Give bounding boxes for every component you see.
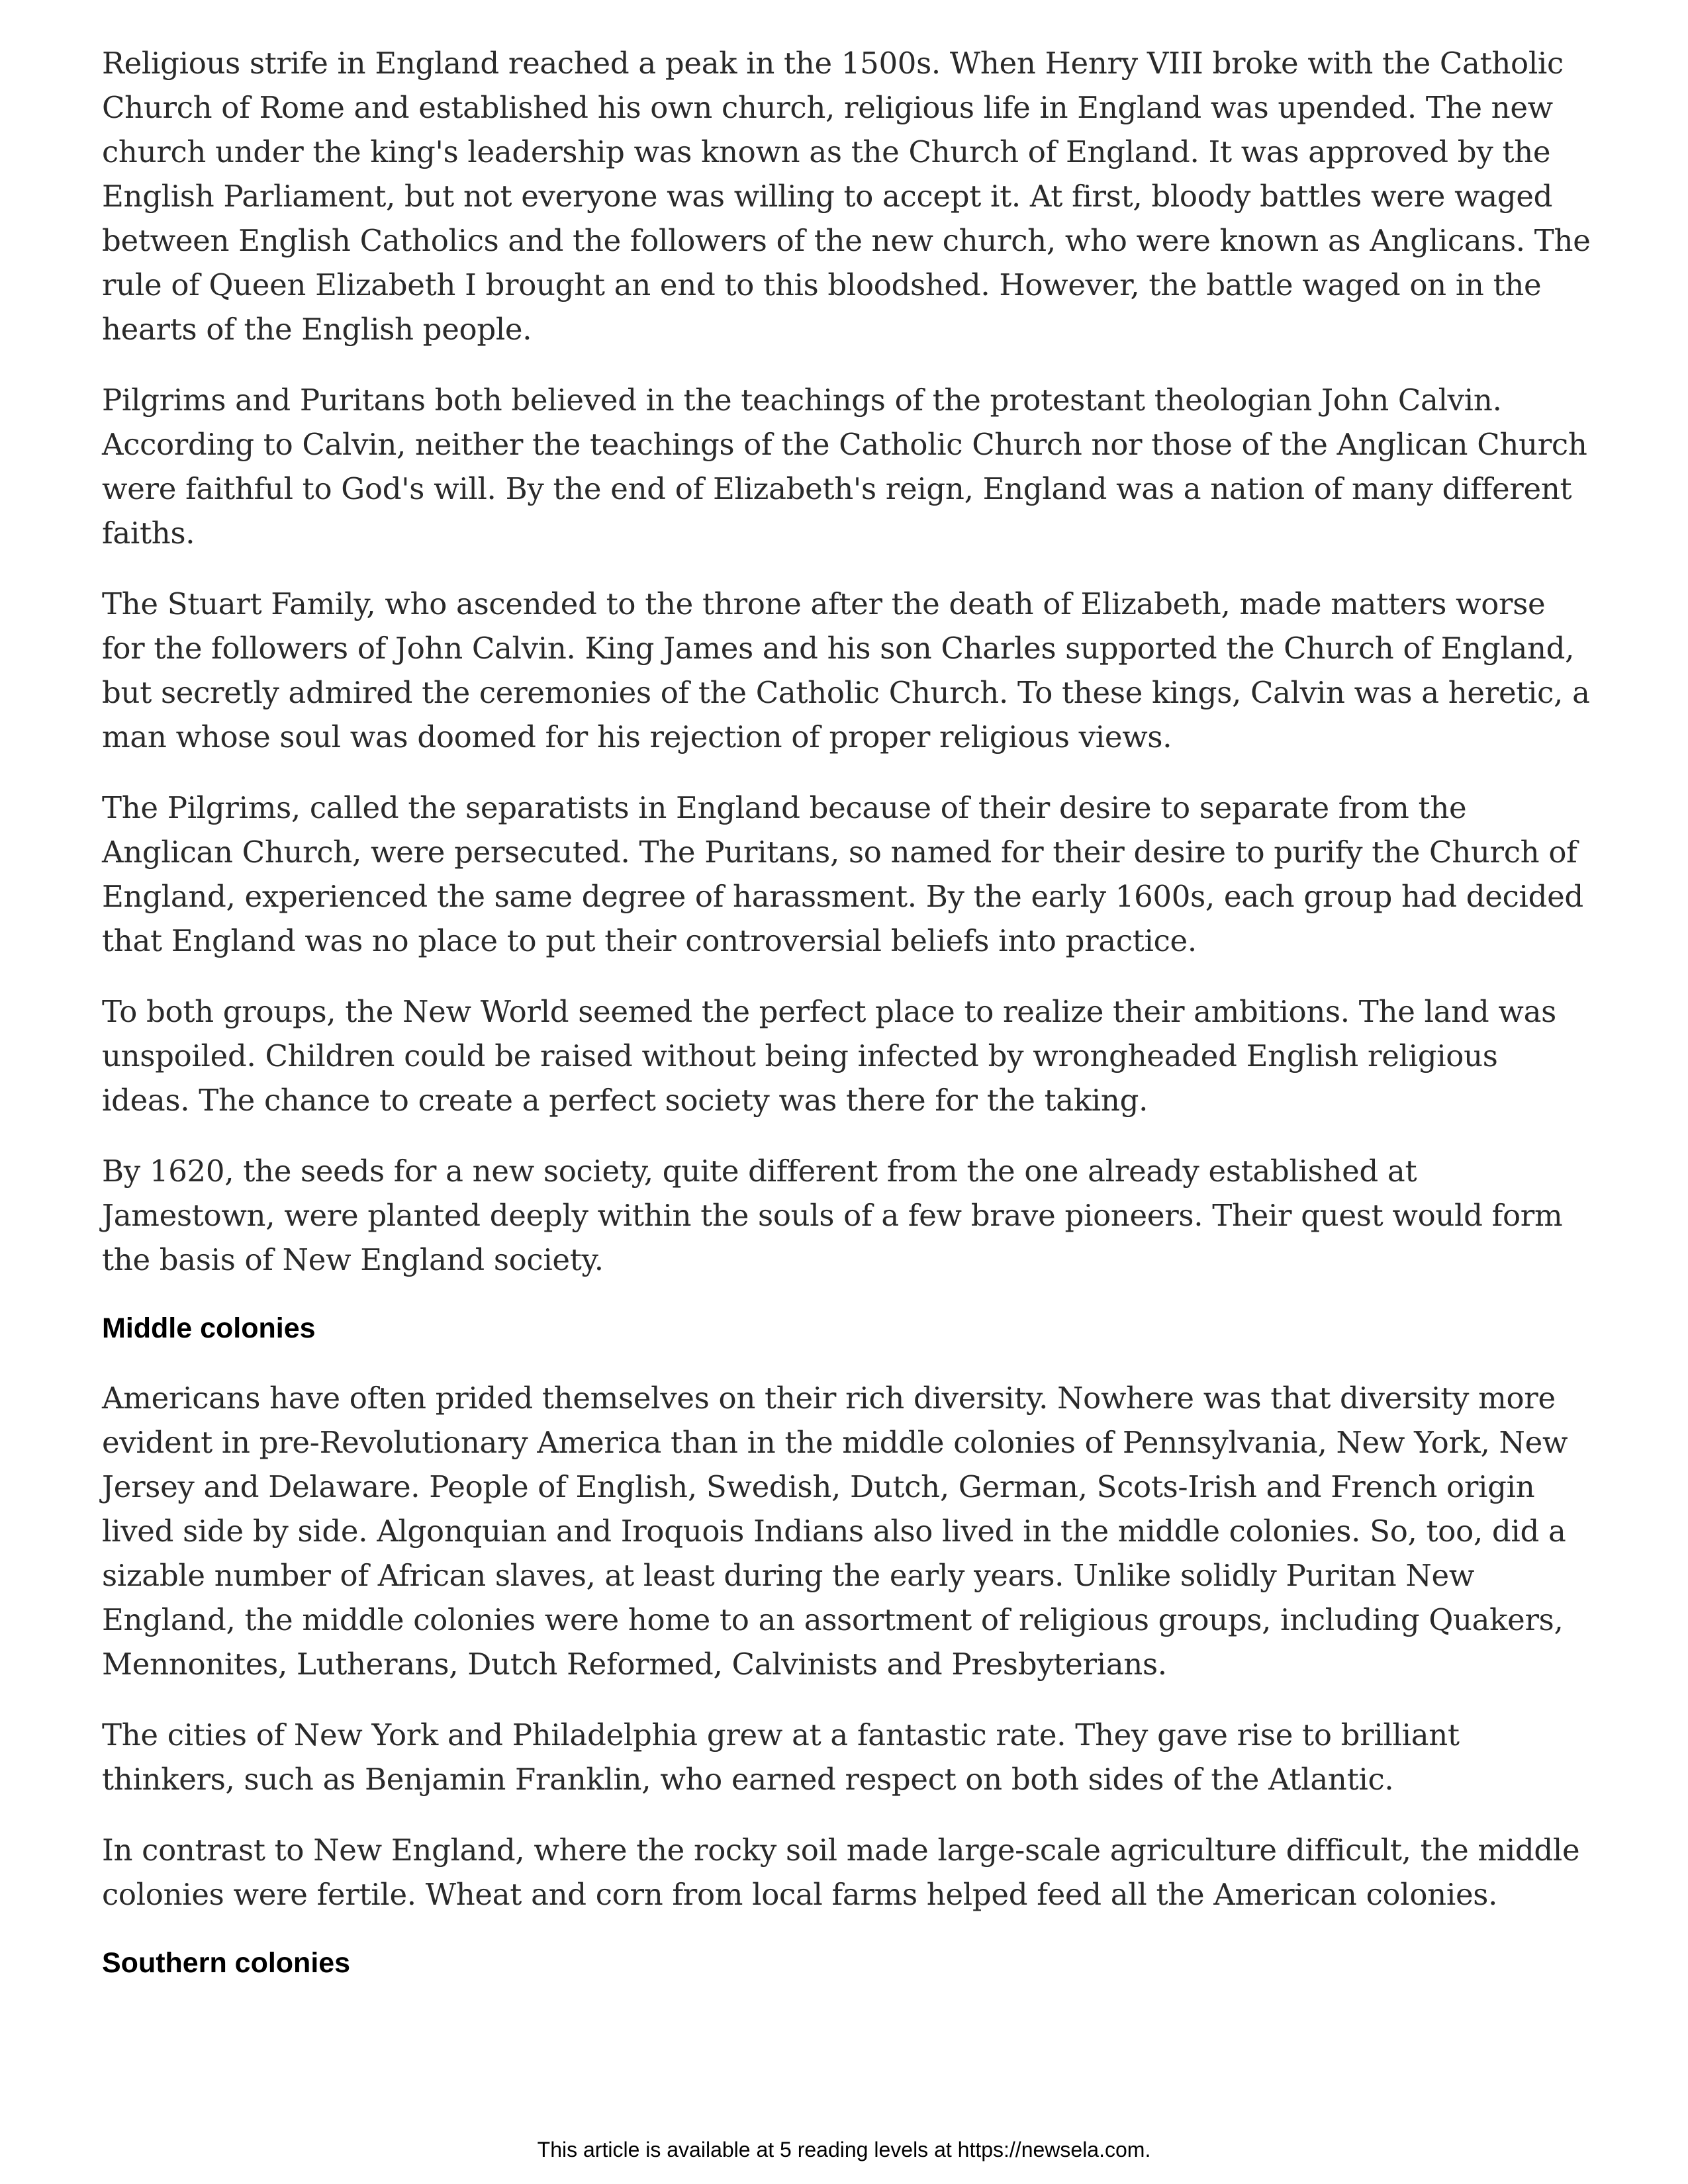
paragraph-persecution: The Pilgrims, called the separatists in England because of their desire to separate from the Anglican Church, were persecuted. The Puritans, so named for their desire to purify the Church of England, experienced the same degree of harassment. By the early 1600s, each group had decided that England was no place to put their controversial beliefs into practice. (102, 790, 1583, 958)
paragraph-diversity: Americans have often prided themselves on their rich diversity. Nowhere was that diversity more evident in pre-Revolutionary America than in the middle colonies of Pennsylvania, New York, New Jersey and Delaware. People of English, Swedish, Dutch, German, Scots-Irish and French origin lived side by side. Algonquian and Iroquois Indians also lived in the middle colonies. So, too, did a sizable number of African slaves, at least during the early years. Unlike solidly Puritan New England, the middle colonies were home to an assortment of religious groups, including Quakers, Mennonites, Lutherans, Dutch Reformed, Calvinists and Presbyterians. (102, 1381, 1568, 1682)
paragraph-pilgrims-puritans: Pilgrims and Puritans both believed in the teachings of the protestant theologian John Calvin. According to Calvin, neither the teachings of the Catholic Church nor those of the Anglican Church were faithful to God's will. By the end of Elizabeth's reign, England was a nation of many different faiths. (102, 383, 1587, 551)
paragraph-agriculture: In contrast to New England, where the rocky soil made large-scale agriculture difficult, the middle colonies were fertile. Wheat and corn from local farms helped feed all the American colonies. (102, 1833, 1580, 1912)
paragraph-1620: By 1620, the seeds for a new society, quite different from the one already established at Jamestown, were planted deeply within the souls of a few brave pioneers. Their quest would form the basis of New England society. (102, 1154, 1563, 1277)
section-heading-southern-colonies: Southern colonies (102, 1947, 351, 1979)
paragraph-new-world: To both groups, the New World seemed the perfect place to realize their ambitions. The land was unspoiled. Children could be raised without being infected by wrongheaded English religious ideas. The chance to create a perfect society was there for the taking. (102, 994, 1556, 1118)
paragraph-religious-strife: Religious strife in England reached a peak in the 1500s. When Henry VIII broke with the Catholic Church of Rome and established his own church, religious life in England was upended. The new church under the king's leadership was known as the Church of England. It was approved by the English Parliament, but not everyone was willing to accept it. At first, bloody battles were waged between English Catholics and the followers of the new church, who were known as Anglicans. The rule of Queen Elizabeth I brought an end to this bloodshed. However, the battle waged on in the hearts of the English people. (102, 46, 1591, 347)
page-footer: This article is available at 5 reading levels at https://newsela.com. (537, 2138, 1151, 2161)
paragraph-cities: The cities of New York and Philadelphia grew at a fantastic rate. They gave rise to brilliant thinkers, such as Benjamin Franklin, who earned respect on both sides of the Atlantic. (102, 1717, 1460, 1797)
article-body (102, 41, 1591, 2011)
section-heading-middle-colonies: Middle colonies (102, 1312, 316, 1344)
paragraph-stuart-family: The Stuart Family, who ascended to the throne after the death of Elizabeth, made matters worse for the followers of John Calvin. King James and his son Charles supported the Church of England, but secretly admired the ceremonies of the Catholic Church. To these kings, Calvin was a heretic, a man whose soul was doomed for his rejection of proper religious views. (102, 586, 1590, 754)
